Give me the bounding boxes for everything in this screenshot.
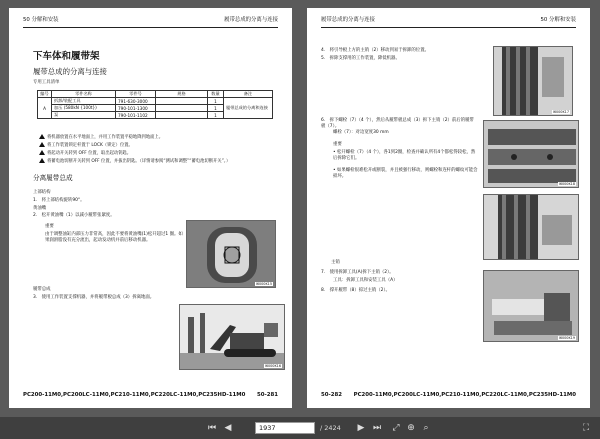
warning-icon xyxy=(39,134,45,139)
photo-caption: I6000K19 xyxy=(558,336,575,340)
step-text: 5. 拆除支撑用的工作装置，降低机器。 xyxy=(321,56,400,61)
header-section: 50 分解和安装 xyxy=(540,17,576,23)
warning-icon xyxy=(39,142,45,147)
warning-item xyxy=(39,134,275,141)
col-header: 零件名称 xyxy=(52,91,116,98)
page-number-input[interactable]: 1937 xyxy=(255,422,315,434)
photo-grease-fitting xyxy=(186,220,276,288)
fit-page-icon[interactable]: ⤢ xyxy=(392,423,400,433)
bullet-text: 如果螺栓很难松开或断裂，并且被强行移动，则螺栓和连杆的螺纹可能会损坏。 xyxy=(333,168,478,179)
viewer-toolbar xyxy=(0,417,600,439)
page-footer xyxy=(321,390,576,400)
warning-icon xyxy=(39,158,45,163)
left-page xyxy=(9,8,292,408)
table-cell xyxy=(156,112,208,119)
page-title: 下车体和履带架 xyxy=(33,51,100,62)
first-page-icon[interactable]: ⏮ xyxy=(207,423,217,433)
footer-model: PC200-11M0,PC200LC-11M0,PC210-11M0,PC220LC-11M0,PC235HD-11M0 xyxy=(353,392,576,398)
tools-label: 专用工具清单 xyxy=(33,80,60,85)
track-side-illustration xyxy=(484,195,579,260)
footer-model: PC200-11M0,PC200LC-11M0,PC210-11M0,PC220LC-11M0,PC235HD-11M0 xyxy=(23,392,246,398)
step-text: 2. 松开黄油嘴（1）以减小履带张紧度。 xyxy=(33,213,115,218)
table-cell: 1 xyxy=(208,105,224,112)
col-header: 零件号 xyxy=(116,91,156,98)
photo-track-top xyxy=(493,46,573,116)
table-row xyxy=(38,98,273,105)
search-icon[interactable]: ⌕ xyxy=(423,423,429,433)
important-label: 重要 xyxy=(45,224,54,229)
warning-text: 将机器放置在水平地面上，并用工作装置平稳地降到地面上。 xyxy=(47,135,164,140)
table-cell xyxy=(156,105,208,112)
table-cell xyxy=(156,98,208,105)
subheading: 上部结构 xyxy=(33,190,51,195)
bullet-item: • 如果螺栓很难松开或断裂，并且被强行移动，则螺栓和连杆的螺纹可能会损坏。 xyxy=(333,168,478,179)
zoom-icon[interactable]: ⊕ xyxy=(407,423,415,433)
table-cell: 791-630-3000 xyxy=(116,98,156,105)
header-topic: 履带总成的分离与连接 xyxy=(224,17,278,23)
col-header: 编号 xyxy=(38,91,52,98)
track-illustration xyxy=(494,47,573,116)
subheading: 履带总成 xyxy=(33,287,51,292)
col-header: 备注 xyxy=(224,91,273,98)
track-shoe-illustration xyxy=(484,121,579,188)
table-cell: 790-101-1102 xyxy=(116,112,156,119)
photo-excavator xyxy=(179,304,285,370)
step-text: 8. 撑开履带（8）掠过主销（2）。 xyxy=(321,288,391,293)
subheading: 黄油嘴 xyxy=(33,206,47,211)
right-page xyxy=(307,8,590,408)
header-topic: 履带总成的分离与连接 xyxy=(321,17,375,23)
page-header xyxy=(321,16,576,28)
step-text: 6. 拆下螺栓（7）（4 个），然后从履带板总成（3）拆下主销（2）前后的履带板（7）。 xyxy=(321,118,474,129)
page-header xyxy=(23,16,278,28)
step-note: 螺栓（7）：对边宽度30 mm xyxy=(333,130,389,135)
next-page-icon[interactable]: ▶ xyxy=(357,423,365,433)
table-cell: A xyxy=(38,98,52,119)
last-page-icon[interactable]: ⏭ xyxy=(372,423,382,433)
footer-page-number: 50-282 xyxy=(321,392,342,398)
photo-caption: I6000K17 xyxy=(552,110,569,114)
col-header: 数量 xyxy=(208,91,224,98)
excavator-illustration xyxy=(180,305,285,370)
important-text: 由于调整油缸内部压力非常高，因此不要将黄油嘴(1)松开超过1 圈。如果润滑脂没有充分流出，起动发动机并前后移动机器。 xyxy=(45,232,183,243)
table-cell: 1 xyxy=(208,98,224,105)
table-header-row xyxy=(38,91,273,98)
page-subtitle: 履带总成的分离与连接 xyxy=(33,67,107,76)
special-tools-table xyxy=(37,90,273,119)
warning-item xyxy=(39,158,275,165)
table-cell: 加压 (580kN {100t}) xyxy=(52,105,116,112)
step-text: 1. 将上部结构旋转90°。 xyxy=(33,198,85,203)
step-text: 3. 使用工作装置支撑机器，并将履带板总成（3）拆离地面。 xyxy=(33,295,155,300)
warning-text: 将蓄电池切断开关转到 OFF 位置，并拔出钥匙。（详情请参阅“测试和调整”“蓄电池切断开关”。） xyxy=(47,159,231,164)
subheading: 主销 xyxy=(331,260,340,265)
pin-removal-illustration xyxy=(484,271,579,342)
footer-page-number: 50-281 xyxy=(257,392,278,398)
step-note: 工具：拆卸工具和安装工具（A） xyxy=(333,278,398,283)
warning-text: 将工作装置锁定杆置于 LOCK（锁定）位置。 xyxy=(47,143,133,148)
warning-icon xyxy=(39,150,45,155)
photo-track-side xyxy=(483,194,579,260)
header-section: 50 分解和安装 xyxy=(23,17,59,23)
total-pages: / 2424 xyxy=(320,424,341,432)
bullet-text: 松开螺栓（7）（4 个），各1到2圈，检查并确认所有4个都松得较松，然后拆除它们。 xyxy=(333,150,476,161)
important-label: 重要 xyxy=(333,142,342,147)
step-text: 7. 使用拆卸工具(A)拆下主销（2）。 xyxy=(321,270,394,275)
photo-track-shoe xyxy=(483,120,579,188)
table-cell: 1 xyxy=(208,112,224,119)
warning-text: 将起动开关转到 OFF 位置，取出起动钥匙。 xyxy=(47,151,132,156)
warning-item xyxy=(39,150,275,157)
prev-page-icon[interactable]: ◀ xyxy=(224,423,232,433)
table-cell: 泵 xyxy=(52,112,116,119)
table-cell: 履带总成的分离和连接 xyxy=(224,98,273,119)
photo-caption: I6000K18 xyxy=(558,182,575,186)
bullet-item: • 松开螺栓（7）（4 个），各1到2圈，检查并确认所有4个都松得较松，然后拆除它们。 xyxy=(333,150,476,161)
fullscreen-icon[interactable]: ⛶ xyxy=(582,423,590,433)
photo-caption: I6000K15 xyxy=(255,282,272,286)
col-header: 规格 xyxy=(156,91,208,98)
grease-fitting-illustration xyxy=(187,221,276,288)
photo-pin-removal xyxy=(483,270,579,342)
warning-item xyxy=(39,142,275,149)
section-heading: 分离履带总成 xyxy=(33,174,73,182)
photo-caption: I6000K16 xyxy=(264,364,281,368)
step-text: 4. 将引导板上方的主销（2）移动到易于拆卸的位置。 xyxy=(321,48,429,53)
page-footer xyxy=(23,390,278,400)
table-cell: 拆卸/装配工具 xyxy=(52,98,116,105)
table-cell: 790-101-1300 xyxy=(116,105,156,112)
